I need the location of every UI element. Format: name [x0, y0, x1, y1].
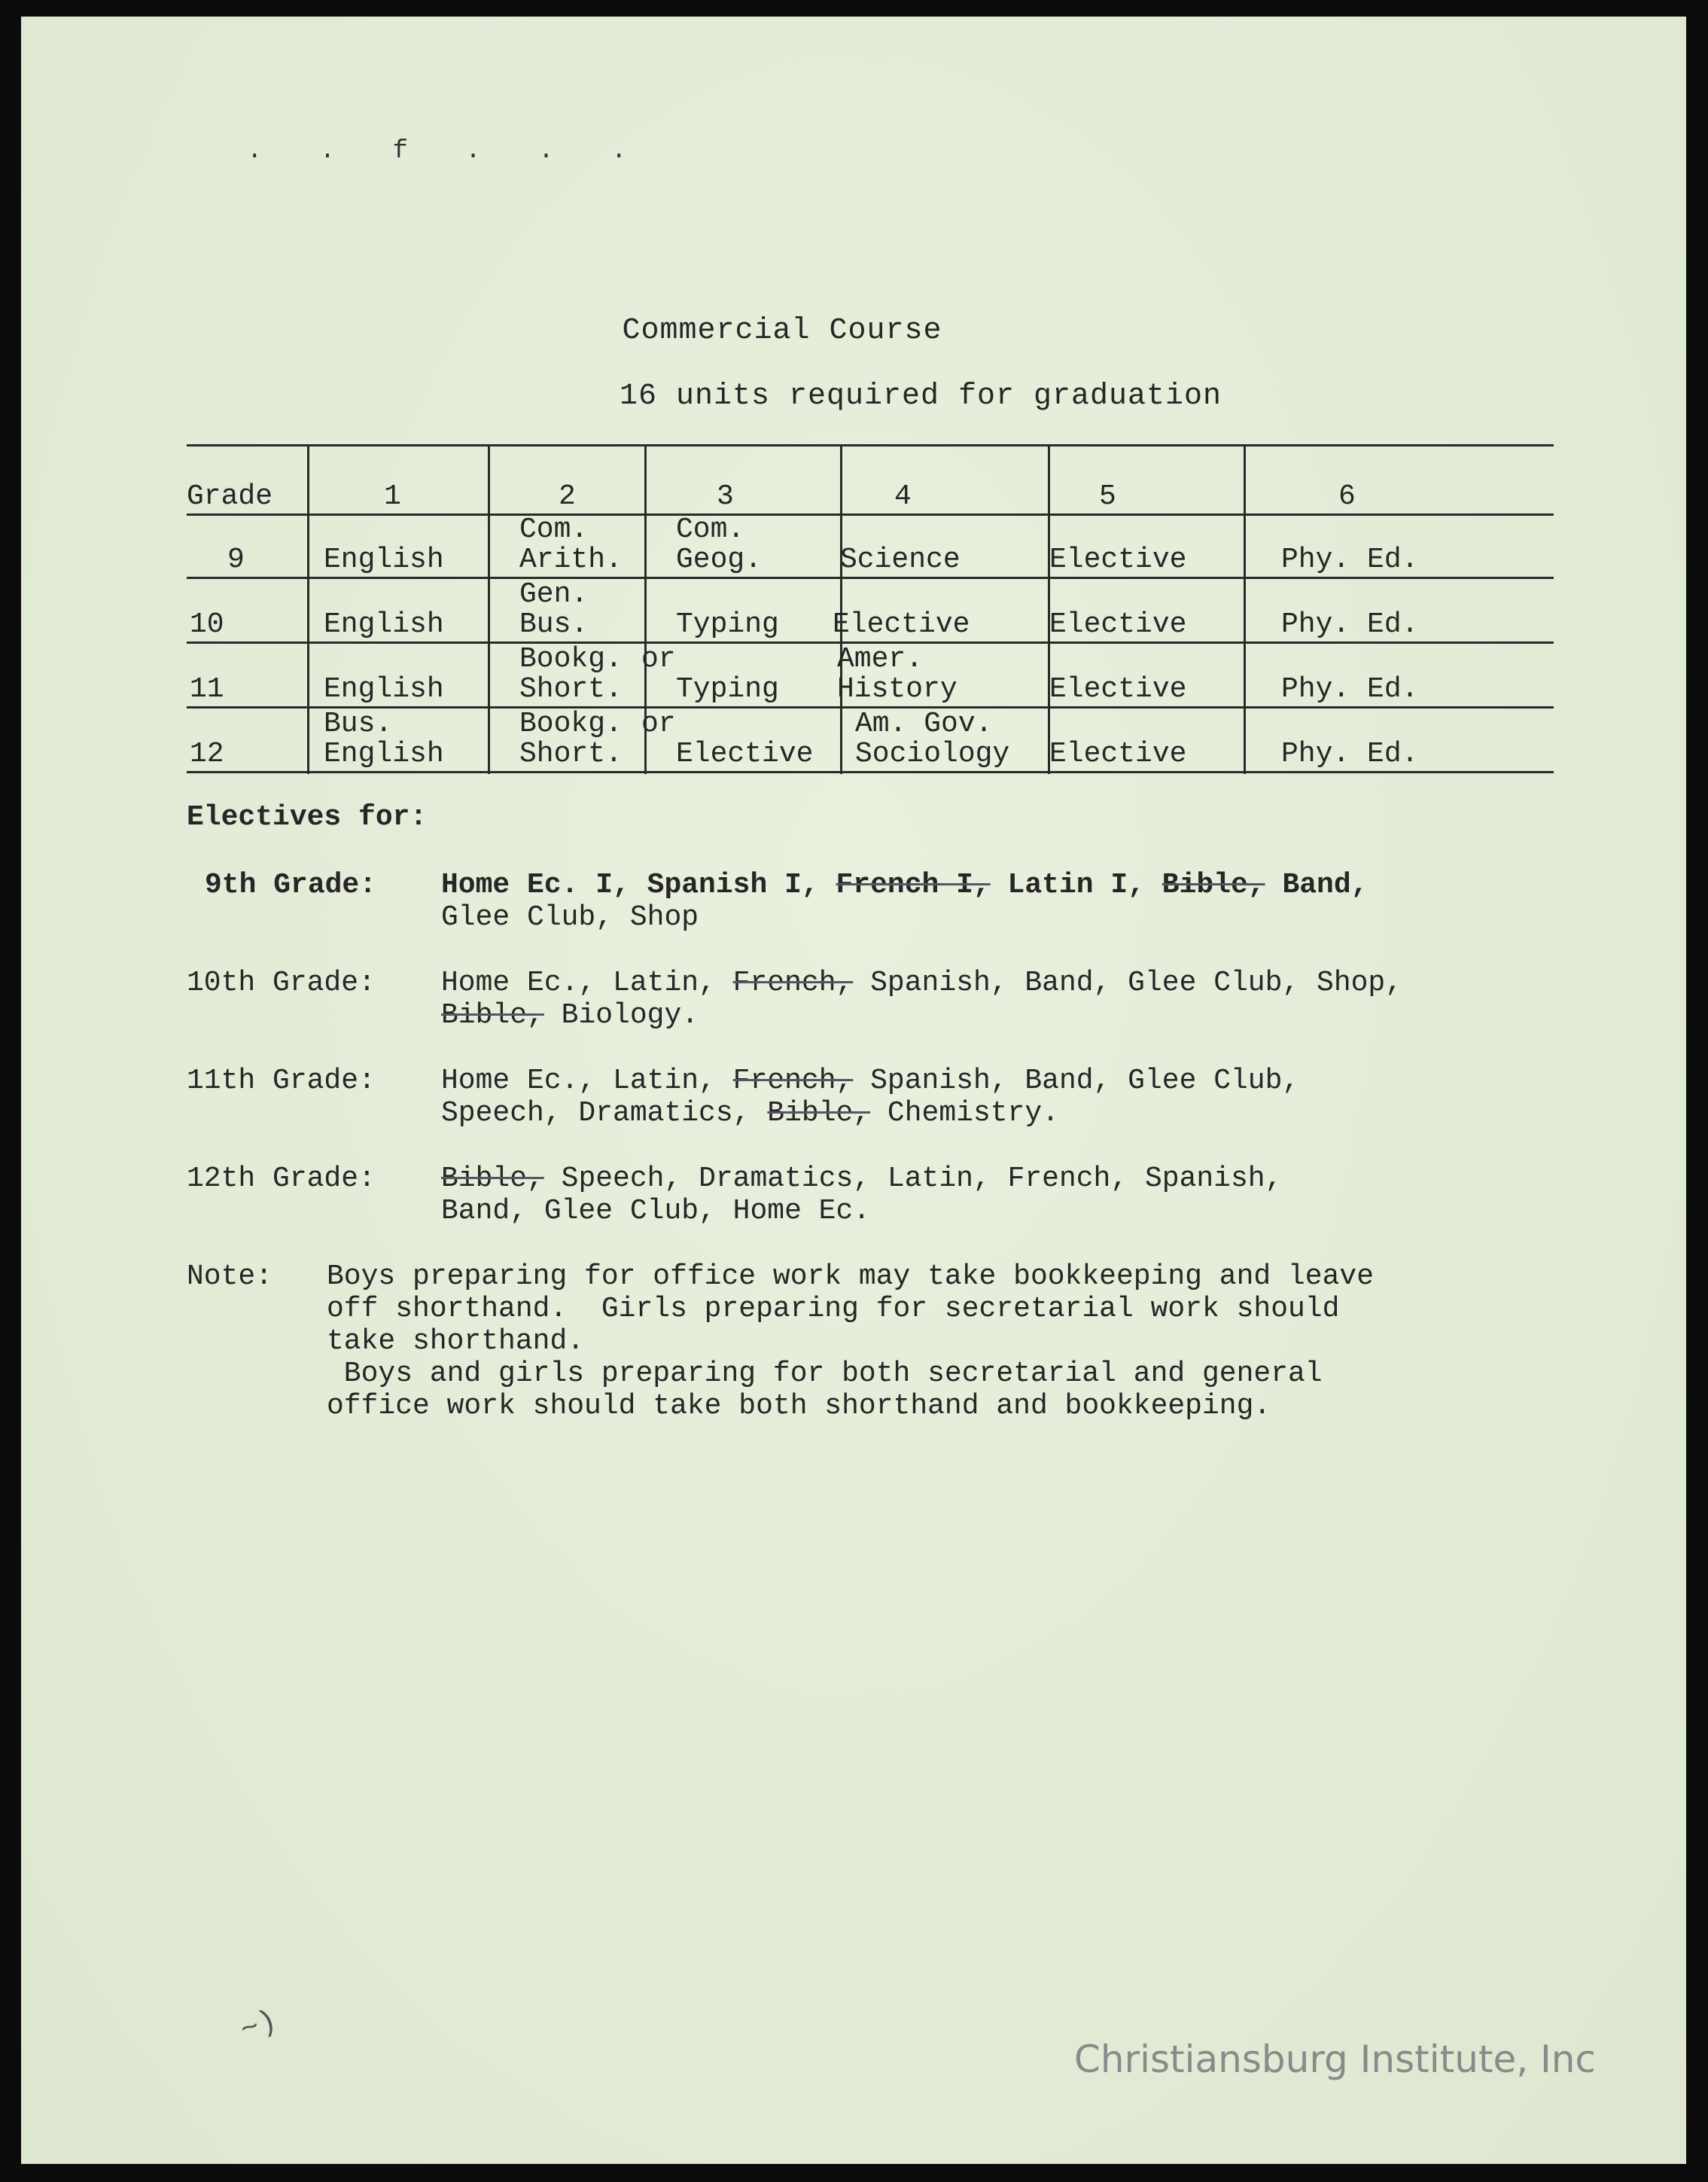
table-divider [1244, 444, 1246, 774]
table-cell: English [324, 544, 444, 576]
page-title: Commercial Course [622, 314, 942, 348]
electives-11-struck: French, [732, 1065, 854, 1097]
electives-11-text-b: Spanish, Band, Glee Club, [870, 1065, 1300, 1097]
page-subtitle: 16 units required for graduation [619, 379, 1222, 413]
table-rule [187, 577, 1554, 579]
table-rule [187, 514, 1554, 516]
table-cell: Bus. [519, 608, 589, 641]
table-cell: Short. [519, 738, 623, 770]
electives-9-text: Home Ec. I, Spanish I, [441, 869, 819, 901]
note-line: off shorthand. Girls preparing for secretarial work should [327, 1293, 1340, 1325]
table-cell: Gen. [519, 578, 589, 611]
note-line: Boys and girls preparing for both secretarial and general [327, 1358, 1323, 1390]
table-divider [488, 444, 490, 774]
electives-10-line2 [441, 999, 699, 1032]
table-cell: Elective [1049, 738, 1187, 770]
table-cell: English [324, 673, 444, 705]
table-cell: History [837, 673, 958, 705]
document-page [21, 17, 1686, 2164]
course-table [187, 444, 1554, 774]
note-line: Boys preparing for office work may take bookkeeping and leave [327, 1260, 1375, 1293]
table-cell: Phy. Ed. [1281, 544, 1419, 576]
electives-9-struck: French I, [836, 869, 991, 901]
table-rule [187, 444, 1554, 446]
electives-10-label: 10th Grade: [187, 967, 376, 999]
electives-12-struck: Bible, [441, 1163, 544, 1195]
table-cell: Am. Gov. [855, 708, 993, 740]
electives-10-struck-b: Bible, [441, 999, 544, 1032]
table-row-grade: 9 [227, 544, 245, 576]
electives-11-text: Home Ec., Latin, [441, 1065, 716, 1097]
table-cell: Com. [519, 514, 589, 546]
table-cell: Bookg. [519, 708, 623, 740]
header-grade: Grade [187, 480, 273, 513]
table-cell: Bus. [324, 708, 393, 740]
header-col-4: 4 [894, 480, 912, 513]
table-cell: or [641, 708, 676, 740]
electives-12-line2: Band, Glee Club, Home Ec. [441, 1195, 871, 1227]
electives-11-line [441, 1065, 1299, 1097]
electives-9-line [441, 869, 1368, 901]
header-col-1: 1 [384, 480, 401, 513]
table-cell: Elective [1049, 673, 1187, 705]
header-col-3: 3 [717, 480, 734, 513]
electives-9-label: 9th Grade: [205, 869, 377, 901]
electives-12-label: 12th Grade: [187, 1163, 376, 1195]
table-cell: Com. [676, 514, 745, 546]
electives-11-label: 11th Grade: [187, 1065, 376, 1097]
table-rule [187, 771, 1554, 773]
electives-12-line [441, 1163, 1282, 1195]
electives-9-text-b: Latin I, [1007, 869, 1145, 901]
electives-10-line [441, 967, 1402, 999]
table-row-grade: 11 [190, 673, 224, 705]
table-cell: Science [840, 544, 961, 576]
electives-heading: Electives for: [187, 801, 428, 833]
electives-11-text-c: Speech, Dramatics, [441, 1097, 750, 1129]
electives-11-line2 [441, 1097, 1059, 1129]
table-cell: Elective [1049, 544, 1187, 576]
header-col-2: 2 [559, 480, 576, 513]
pencil-mark: ~) [236, 2004, 282, 2049]
table-cell: Typing [676, 673, 779, 705]
header-marks: . . f . . . [247, 137, 648, 166]
header-col-5: 5 [1099, 480, 1116, 513]
electives-11-struck-b: Bible, [767, 1097, 871, 1129]
note-line: office work should take both shorthand and bookkeeping. [327, 1390, 1271, 1422]
electives-12-text: Speech, Dramatics, Latin, French, Spanish, [561, 1163, 1283, 1195]
table-cell: Elective [676, 738, 814, 770]
electives-9-line2: Glee Club, Shop [441, 901, 699, 934]
table-cell: Elective [1049, 608, 1187, 641]
table-cell: Short. [519, 673, 623, 705]
electives-10-struck: French, [732, 967, 854, 999]
electives-10-text-b: Spanish, Band, Glee Club, Shop, [870, 967, 1403, 999]
table-row-grade: 12 [190, 738, 224, 770]
electives-9-text-c: Band, [1282, 869, 1369, 901]
electives-9-struck-b: Bible, [1162, 869, 1265, 901]
table-cell: Phy. Ed. [1281, 608, 1419, 641]
table-cell: English [324, 608, 444, 641]
header-col-6: 6 [1338, 480, 1356, 513]
table-row-grade: 10 [190, 608, 224, 641]
table-cell: Phy. Ed. [1281, 673, 1419, 705]
electives-11-text-d: Chemistry. [887, 1097, 1059, 1129]
electives-10-text-c: Biology. [561, 999, 699, 1032]
table-divider [307, 444, 309, 774]
table-cell: Phy. Ed. [1281, 738, 1419, 770]
note-label: Note: [187, 1260, 273, 1293]
table-cell: or [641, 643, 676, 675]
note-line: take shorthand. [327, 1325, 585, 1358]
table-cell: Typing [676, 608, 779, 641]
table-cell: Bookg. [519, 643, 623, 675]
table-cell: Arith. [519, 544, 623, 576]
table-cell: Geog. [676, 544, 763, 576]
table-cell: Sociology [855, 738, 1010, 770]
table-cell: Elective [833, 608, 970, 641]
table-cell: English [324, 738, 444, 770]
table-cell: Amer. [837, 643, 924, 675]
watermark: Christiansburg Institute, Inc [1073, 2037, 1596, 2081]
electives-10-text: Home Ec., Latin, [441, 967, 716, 999]
